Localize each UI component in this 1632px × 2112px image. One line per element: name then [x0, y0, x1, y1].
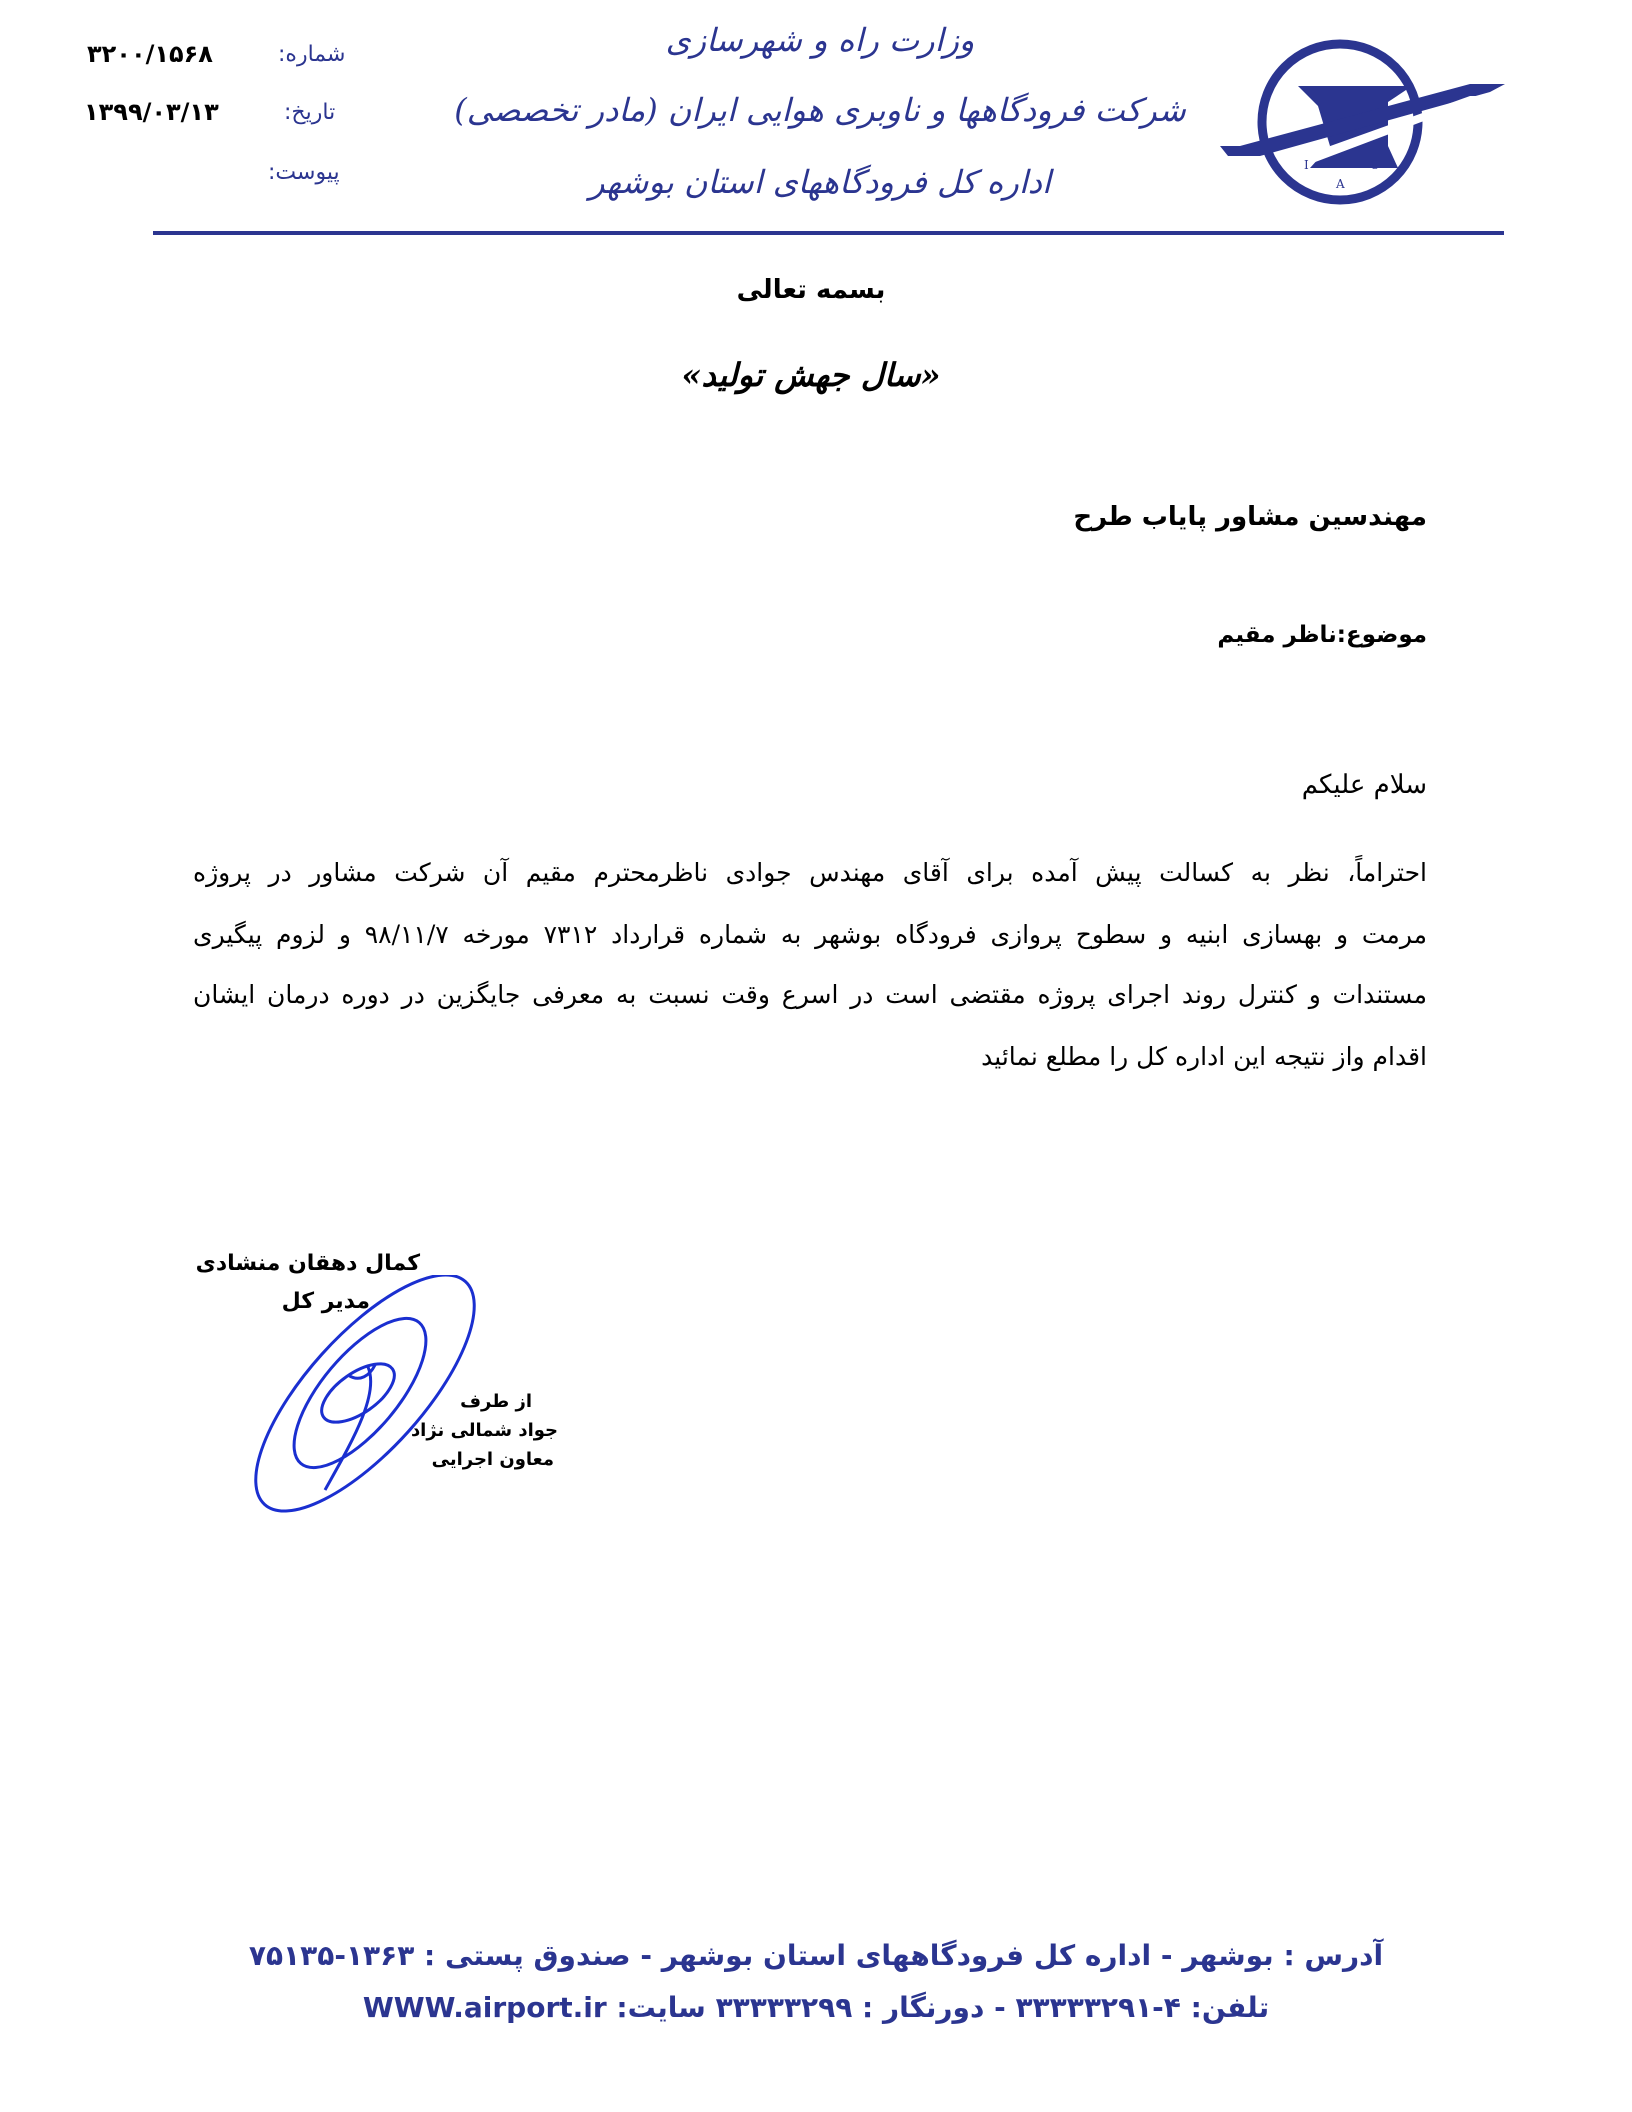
attachment-label: پیوست:: [268, 160, 340, 185]
subject: موضوع:ناظر مقیم: [1217, 622, 1427, 648]
deputy-name: جواد شمالی نژاد: [410, 1420, 558, 1441]
body-line: مستندات و کنترل روند اجرای پروژه مقتضی است در اسرع وقت نسبت به معرفی جایگزین در دوره درمان ایشان: [193, 980, 1427, 1009]
on-behalf-label: از طرف: [460, 1391, 532, 1412]
deputy-title: معاون اجرایی: [431, 1449, 554, 1470]
letter-date-label: تاریخ:: [284, 100, 336, 125]
letter-date: ۱۳۹۹/۰۳/۱۳: [84, 98, 219, 126]
svg-text:C: C: [1370, 158, 1380, 172]
signatory-title: مدیر کل: [281, 1289, 370, 1314]
ministry-title: وزارت راه و شهرسازی: [665, 21, 975, 59]
body-line: مرمت و بهسازی ابنیه و سطوح پروازی فرودگاه بوشهر به شماره قرارداد ۷۳۱۲ مورخه ۹۸/۱۱/۷ و لزوم پیگیری: [193, 920, 1428, 949]
footer-contact: تلفن: ۴-۳۳۳۳۳۲۹۱ - دورنگار : ۳۳۳۳۳۲۹۹ سایت: WWW.airport.ir: [362, 1991, 1270, 2024]
year-motto: «سال جهش تولید»: [681, 356, 941, 394]
greeting: سلام علیکم: [1301, 770, 1427, 800]
footer-address: آدرس : بوشهر - اداره کل فرودگاههای استان بوشهر - صندوق پستی : ۱۳۶۳-۷۵۱۳۵: [248, 1939, 1384, 1972]
header-divider: [153, 231, 1504, 235]
recipient: مهندسین مشاور پایاب طرح: [1073, 502, 1427, 532]
letter-number: ۳۲۰۰/۱۵۶۸: [87, 40, 213, 68]
body-line: اقدام واز نتیجه این اداره کل را مطلع نمائید: [981, 1042, 1427, 1071]
body-line: احتراماً، نظر به کسالت پیش آمده برای آقای مهندس جوادی ناظرمحترم مقیم آن شرکت مشاور در پروژه: [193, 858, 1427, 887]
svg-text:I: I: [1304, 158, 1309, 172]
letter-number-label: شماره:: [278, 42, 346, 67]
svg-text:A: A: [1336, 177, 1345, 191]
company-title: شرکت فرودگاهها و ناوبری هوایی ایران (مادر تخصصی): [454, 91, 1186, 129]
invocation: بسمه تعالی: [736, 275, 886, 305]
signatory-name: کمال دهقان منشادی: [195, 1251, 420, 1276]
iac-logo: [1220, 36, 1510, 206]
office-title: اداره کل فرودگاههای استان بوشهر: [589, 163, 1051, 201]
